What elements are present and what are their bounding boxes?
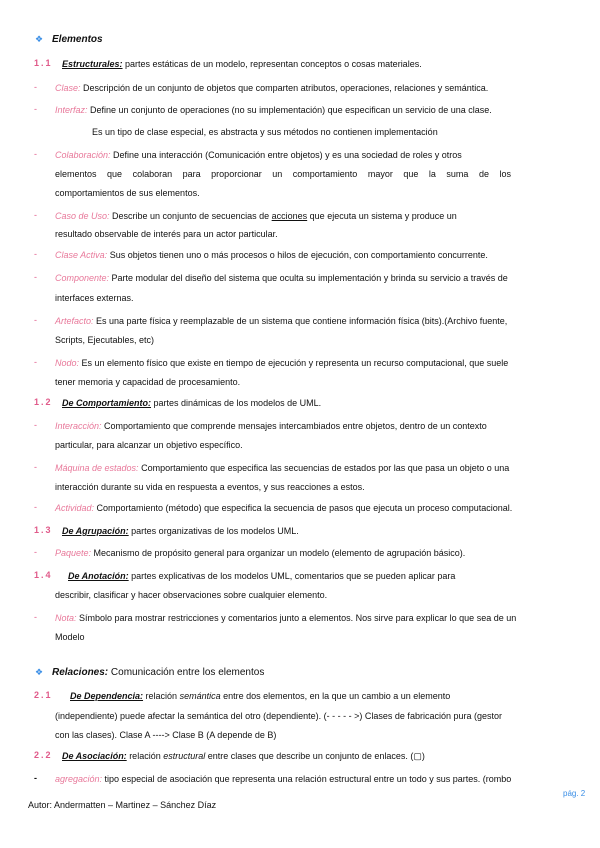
paragraph-interfaz: [55, 104, 492, 116]
paragraph-artefacto-line2: Scripts, Ejecutables, etc): [55, 335, 155, 345]
paragraph-text: Define un conjunto de operaciones (no su implementación) que especifican un servicio de una clase.: [87, 105, 492, 115]
paragraph-nodo-line2: tener memoria y capacidad de procesamiento.: [55, 377, 241, 387]
term-clase: Clase:: [55, 83, 81, 93]
dash-bullet: -: [34, 773, 37, 783]
term-nota: Nota:: [55, 613, 77, 623]
dash-bullet: -: [34, 149, 37, 159]
paragraph-text: tipo especial de asociación que representa una relación estructural entre un todo y sus partes. (rombo: [102, 774, 512, 784]
paragraph-dependencia-line2: (independiente) puede afectar la semántica del otro (dependiente). (- - - - - >) Clases de fabricación pura (gestor: [55, 711, 502, 721]
paragraph-text: partes explicativas de los modelos UML, comentarios que se pueden aplicar para: [128, 571, 456, 581]
term-actividad: Actividad:: [55, 503, 95, 513]
paragraph-anotacion: [68, 570, 455, 582]
dash-bullet: -: [34, 420, 37, 430]
paragraph-nodo: [55, 357, 508, 369]
term-interaccion: Interacción:: [55, 421, 102, 431]
section-number: 2.2: [34, 750, 53, 760]
paragraph-text: partes estáticas de un modelo, representan conceptos o cosas materiales.: [122, 59, 422, 69]
paragraph-caso-de-uso: [55, 210, 457, 222]
footer-author: Autor: Andermatten – Martinez – Sánchez Díaz: [28, 800, 217, 810]
dash-bullet: -: [34, 547, 37, 557]
dash-bullet: -: [34, 210, 37, 220]
paragraph-componente: [55, 272, 508, 284]
paragraph-actividad: [55, 502, 512, 514]
paragraph-text: Describe un conjunto de secuencias de: [109, 211, 272, 221]
paragraph-text: Es un elemento físico que existe en tiempo de ejecución y representa un recurso computacional, que suele: [79, 358, 509, 368]
paragraph-text: relación: [143, 691, 180, 701]
emphasis-semantica: semántica: [179, 691, 221, 701]
term-artefacto: Artefacto:: [55, 316, 94, 326]
dash-bullet: -: [34, 502, 37, 512]
subtitle-de-anotacion: De Anotación:: [68, 571, 129, 581]
section-number: 1.1: [34, 58, 53, 68]
paragraph-nota: [55, 612, 516, 624]
term-agregacion: agregación:: [55, 774, 103, 784]
diamond-bullet-icon: ❖: [35, 34, 44, 44]
section-number: 1.2: [34, 397, 53, 407]
subtitle-de-comportamiento: De Comportamiento:: [62, 398, 152, 408]
paragraph-text: que ejecuta un sistema y produce un: [307, 211, 457, 221]
paragraph-text: partes dinámicas de los modelos de UML.: [151, 398, 322, 408]
paragraph-text: Es una parte física y reemplazable de un sistema que contiene información física (bits).(Archivo fuente,: [93, 316, 508, 326]
paragraph-artefacto: [55, 315, 507, 327]
section-heading-relaciones: [52, 667, 264, 678]
paragraph-text: partes organizativas de los modelos UML.: [128, 526, 299, 536]
paragraph-colaboracion-line3: comportamientos de sus elementos.: [55, 188, 200, 198]
paragraph-interfaz-line2: Es un tipo de clase especial, es abstracta y sus métodos no contienen implementación: [92, 127, 438, 137]
dash-bullet: -: [34, 357, 37, 367]
paragraph-maquina-de-estados: [55, 462, 509, 474]
section-number: 1.3: [34, 525, 53, 535]
underlined-acciones: acciones: [271, 211, 308, 221]
paragraph-anotacion-line2: describir, clasificar y hacer observaciones sobre cualquier elemento.: [55, 590, 328, 600]
heading-title: Relaciones:: [52, 667, 109, 678]
dash-bullet: -: [34, 249, 37, 259]
diamond-bullet-icon: ❖: [35, 667, 44, 677]
paragraph-text: entre dos elementos, en la que un cambio a un elemento: [220, 691, 451, 701]
paragraph-maquina-line2: interacción durante su vida en respuesta a eventos, y sus reacciones a estos.: [55, 482, 365, 492]
paragraph-text: entre clases que describe un conjunto de enlaces. (▢): [205, 751, 425, 761]
term-nodo: Nodo:: [55, 358, 80, 368]
section-heading-elementos: Elementos: [52, 34, 103, 45]
term-interfaz: Interfaz:: [55, 105, 88, 115]
term-componente: Componente:: [55, 273, 110, 283]
heading-rest: Comunicación entre los elementos: [108, 667, 265, 678]
paragraph-text: Símbolo para mostrar restricciones y comentarios junto a elementos. Nos sirve para explicar lo que sea de un: [76, 613, 517, 623]
paragraph-text: Descripción de un conjunto de objetos que comparten atributos, operaciones, relaciones y semántica.: [80, 83, 489, 93]
section-number: 1.4: [34, 570, 53, 580]
paragraph-estructurales: [62, 58, 422, 70]
paragraph-dependencia: [70, 690, 450, 702]
dash-bullet: -: [34, 272, 37, 282]
paragraph-text: Comportamiento (método) que especifica la secuencia de pasos que ejecuta un proceso computacional.: [94, 503, 513, 513]
page-number: pág. 2: [563, 789, 586, 798]
paragraph-colaboracion-line2: elementos que colaboran para proporcionar un comportamiento mayor que la suma de los: [55, 169, 511, 179]
paragraph-text: Sus objetos tienen uno o más procesos o hilos de ejecución, con comportamiento concurrente.: [107, 250, 488, 260]
section-number: 2.1: [34, 690, 53, 700]
dash-bullet: -: [34, 82, 37, 92]
paragraph-componente-line2: interfaces externas.: [55, 293, 134, 303]
emphasis-estructural: estructural: [163, 751, 206, 761]
subtitle-de-agrupacion: De Agrupación:: [62, 526, 129, 536]
paragraph-caso-de-uso-line2: resultado observable de interés para un actor particular.: [55, 229, 278, 239]
paragraph-text: Comportamiento que comprende mensajes intercambiados entre objetos, dentro de un contexto: [101, 421, 487, 431]
term-caso-de-uso: Caso de Uso:: [55, 211, 110, 221]
subtitle-de-asociacion: De Asociación:: [62, 751, 127, 761]
paragraph-text: Parte modular del diseño del sistema que oculta su implementación y brinda su servicio a través de: [109, 273, 508, 283]
paragraph-text: relación: [126, 751, 164, 761]
dash-bullet: -: [34, 612, 37, 622]
paragraph-agrupacion: [62, 525, 299, 537]
subtitle-de-dependencia: De Dependencia:: [70, 691, 144, 701]
paragraph-interaccion-line2: particular, para alcanzar un objetivo específico.: [55, 440, 243, 450]
paragraph-text: Mecanismo de propósito general para organizar un modelo (elemento de agrupación básico).: [91, 548, 466, 558]
paragraph-text: Comportamiento que especifica las secuencias de estados por las que pasa un objeto o una: [138, 463, 510, 473]
term-maquina-de-estados: Máquina de estados:: [55, 463, 139, 473]
dash-bullet: -: [34, 104, 37, 114]
paragraph-dependencia-line3: con las clases). Clase A ----> Clase B (A depende de B): [55, 730, 277, 740]
term-paquete: Paquete:: [55, 548, 92, 558]
paragraph-colaboracion: [55, 149, 462, 161]
paragraph-clase: [55, 82, 488, 94]
dash-bullet: -: [34, 462, 37, 472]
term-colaboracion: Colaboración:: [55, 150, 111, 160]
paragraph-asociacion: [62, 750, 425, 762]
paragraph-comportamiento: [62, 397, 321, 409]
term-clase-activa: Clase Activa:: [55, 250, 108, 260]
paragraph-agregacion: [55, 773, 511, 785]
paragraph-text: Define una interacción (Comunicación entre objetos) y es una sociedad de roles y otros: [110, 150, 462, 160]
dash-bullet: -: [34, 315, 37, 325]
paragraph-clase-activa: [55, 249, 488, 261]
subtitle-estructurales: Estructurales:: [62, 59, 123, 69]
paragraph-nota-line2: Modelo: [55, 632, 85, 642]
paragraph-paquete: [55, 547, 465, 559]
paragraph-interaccion: [55, 420, 487, 432]
